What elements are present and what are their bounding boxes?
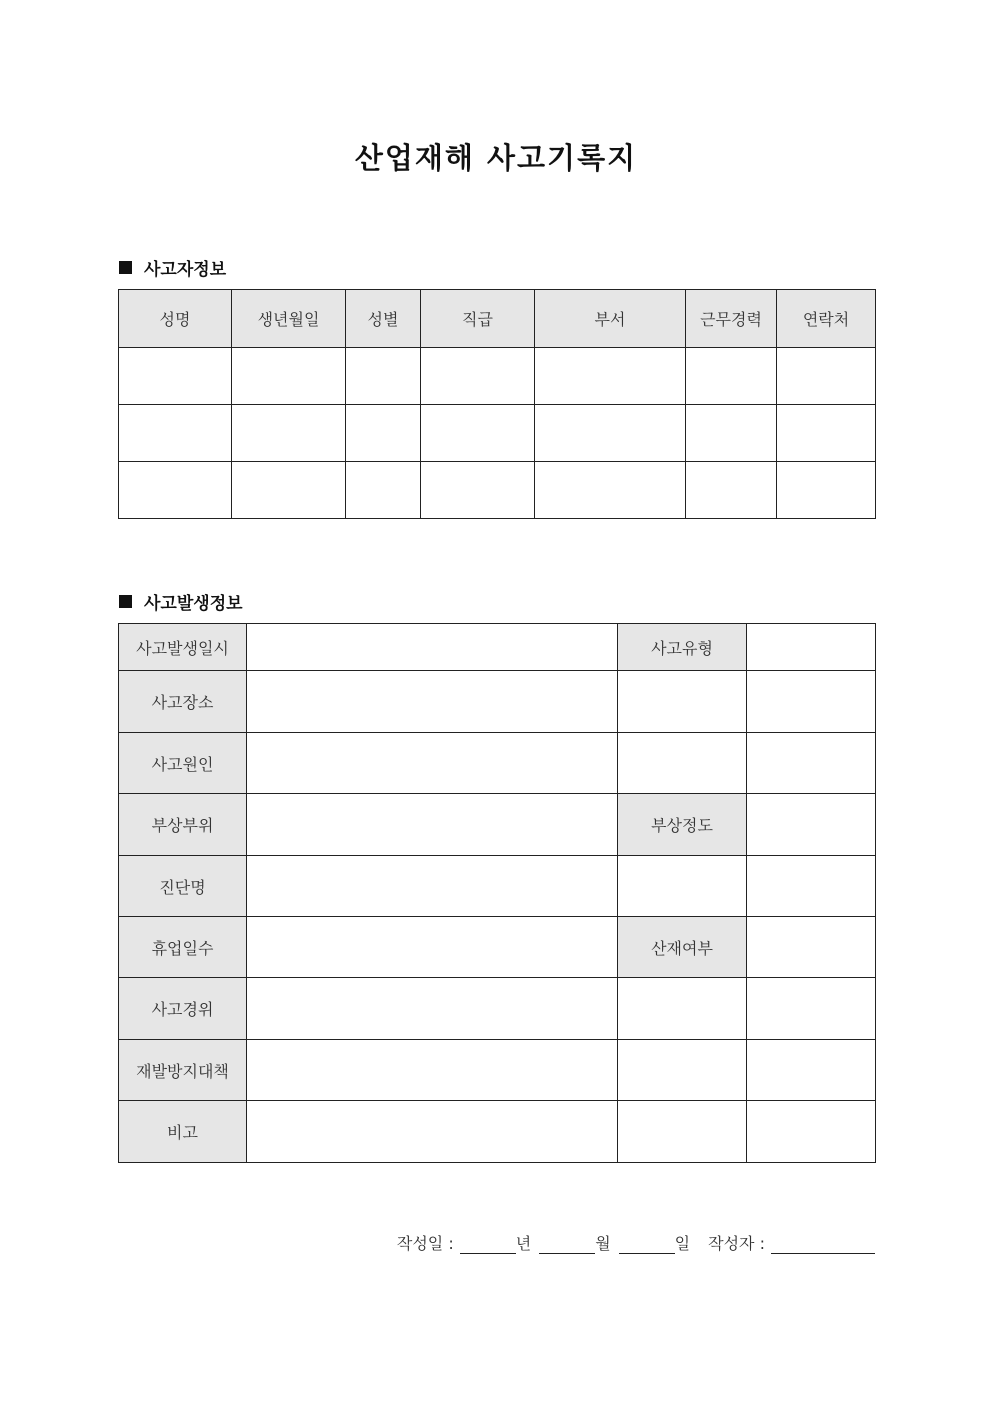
section-heading-accident-info bbox=[119, 589, 243, 614]
table-header-row bbox=[119, 290, 876, 348]
table-cell[interactable] bbox=[346, 405, 421, 462]
table-cell[interactable] bbox=[247, 917, 618, 978]
table-row bbox=[119, 1040, 876, 1101]
row-label-remarks: 비고 bbox=[119, 1101, 247, 1163]
table-cell[interactable] bbox=[247, 794, 618, 856]
column-header-name: 성명 bbox=[119, 290, 232, 348]
author-blank[interactable] bbox=[771, 1235, 875, 1254]
table-row bbox=[119, 462, 876, 519]
table-cell[interactable] bbox=[247, 671, 618, 733]
document-title: 산업재해 사고기록지 bbox=[354, 141, 638, 175]
table-cell[interactable] bbox=[747, 1101, 876, 1163]
table-row bbox=[119, 624, 876, 671]
table-row bbox=[119, 856, 876, 917]
table-cell[interactable] bbox=[247, 1101, 618, 1163]
section-heading-text: 사고자정보 bbox=[144, 260, 227, 280]
accident-info-table bbox=[118, 623, 876, 1163]
row-label-accident-location: 사고장소 bbox=[119, 671, 247, 733]
table-cell[interactable] bbox=[686, 462, 777, 519]
table-cell[interactable] bbox=[777, 405, 876, 462]
year-blank[interactable] bbox=[460, 1235, 516, 1254]
column-header-position: 직급 bbox=[421, 290, 535, 348]
table-cell[interactable] bbox=[247, 978, 618, 1040]
row-label-diagnosis: 진단명 bbox=[119, 856, 247, 917]
table-cell[interactable] bbox=[247, 856, 618, 917]
month-blank[interactable] bbox=[539, 1235, 595, 1254]
square-bullet-icon bbox=[119, 595, 132, 608]
table-cell[interactable] bbox=[535, 405, 686, 462]
table-cell[interactable] bbox=[618, 978, 747, 1040]
table-cell[interactable] bbox=[421, 462, 535, 519]
table-cell[interactable] bbox=[777, 462, 876, 519]
section-heading-victim-info bbox=[119, 255, 226, 280]
square-bullet-icon bbox=[119, 261, 132, 274]
table-cell[interactable] bbox=[747, 917, 876, 978]
row-label-accident-cause: 사고원인 bbox=[119, 733, 247, 794]
table-cell[interactable] bbox=[618, 733, 747, 794]
table-cell[interactable] bbox=[232, 405, 346, 462]
table-cell[interactable] bbox=[747, 733, 876, 794]
table-cell[interactable] bbox=[346, 348, 421, 405]
month-unit: 월 bbox=[595, 1234, 611, 1253]
table-row bbox=[119, 794, 876, 856]
table-cell[interactable] bbox=[119, 405, 232, 462]
column-header-work-experience: 근무경력 bbox=[686, 290, 777, 348]
table-cell[interactable] bbox=[247, 1040, 618, 1101]
author-label: 작성자 : bbox=[708, 1234, 765, 1253]
table-cell[interactable] bbox=[119, 348, 232, 405]
row-label-industrial-accident-status: 산재여부 bbox=[618, 917, 747, 978]
column-header-gender: 성별 bbox=[346, 290, 421, 348]
table-cell[interactable] bbox=[618, 671, 747, 733]
year-unit: 년 bbox=[515, 1234, 532, 1253]
table-cell[interactable] bbox=[747, 624, 876, 671]
column-header-birthdate: 생년월일 bbox=[232, 290, 346, 348]
table-cell[interactable] bbox=[421, 405, 535, 462]
victim-info-table bbox=[118, 289, 876, 519]
table-cell[interactable] bbox=[232, 462, 346, 519]
date-label: 작성일 : bbox=[396, 1234, 454, 1253]
table-cell[interactable] bbox=[346, 462, 421, 519]
table-row bbox=[119, 978, 876, 1040]
table-cell[interactable] bbox=[421, 348, 535, 405]
table-cell[interactable] bbox=[232, 348, 346, 405]
table-cell[interactable] bbox=[119, 462, 232, 519]
table-row bbox=[119, 671, 876, 733]
section-heading-text: 사고발생정보 bbox=[144, 594, 243, 614]
table-cell[interactable] bbox=[747, 671, 876, 733]
table-cell[interactable] bbox=[247, 624, 618, 671]
row-label-leave-days: 휴업일수 bbox=[119, 917, 247, 978]
table-cell[interactable] bbox=[535, 462, 686, 519]
table-cell[interactable] bbox=[747, 1040, 876, 1101]
table-cell[interactable] bbox=[618, 856, 747, 917]
table-cell[interactable] bbox=[686, 405, 777, 462]
table-row bbox=[119, 917, 876, 978]
table-cell[interactable] bbox=[247, 733, 618, 794]
table-cell[interactable] bbox=[777, 348, 876, 405]
table-cell[interactable] bbox=[618, 1040, 747, 1101]
column-header-department: 부서 bbox=[535, 290, 686, 348]
table-row bbox=[119, 348, 876, 405]
row-label-injury-severity: 부상정도 bbox=[618, 794, 747, 856]
table-cell[interactable] bbox=[618, 1101, 747, 1163]
table-row bbox=[119, 733, 876, 794]
row-label-prevention-measures: 재발방지대책 bbox=[119, 1040, 247, 1101]
row-label-occurrence-datetime: 사고발생일시 bbox=[119, 624, 247, 671]
table-cell[interactable] bbox=[535, 348, 686, 405]
row-label-accident-details: 사고경위 bbox=[119, 978, 247, 1040]
table-row bbox=[119, 405, 876, 462]
table-cell[interactable] bbox=[747, 794, 876, 856]
table-cell[interactable] bbox=[686, 348, 777, 405]
day-unit: 일 bbox=[674, 1234, 691, 1253]
column-header-contact: 연락처 bbox=[777, 290, 876, 348]
row-label-injury-site: 부상부위 bbox=[119, 794, 247, 856]
table-row bbox=[119, 1101, 876, 1163]
signature-line bbox=[397, 1231, 875, 1254]
row-label-accident-type: 사고유형 bbox=[618, 624, 747, 671]
day-blank[interactable] bbox=[619, 1235, 675, 1254]
table-cell[interactable] bbox=[747, 978, 876, 1040]
table-cell[interactable] bbox=[747, 856, 876, 917]
